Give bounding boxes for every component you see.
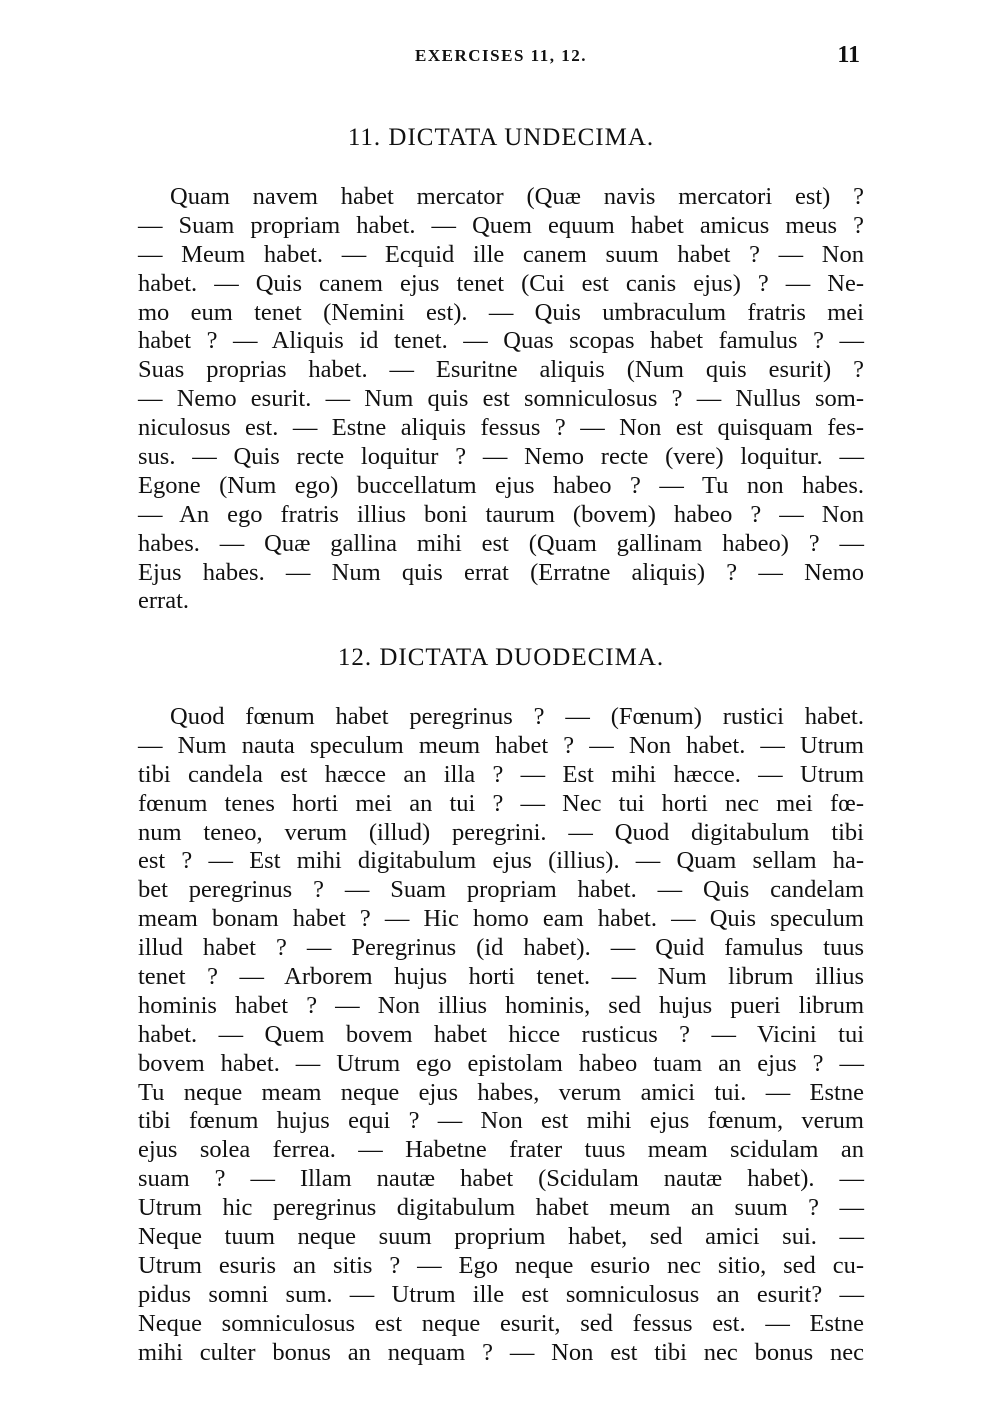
text-line: — Num nauta speculum meum habet ? — Non habet. — Utrum — [138, 731, 864, 759]
text-line: tenet ? — Arborem hujus horti tenet. — Num librum illius — [138, 963, 864, 991]
text-line: habet ? — Aliquis id tenet. — Quas scopas habet famulus ? — — [138, 327, 864, 355]
text-line: tibi candela est hæcce an illa ? — Est mihi hæcce. — Utrum — [138, 760, 864, 788]
text-line: tibi fœnum hujus equi ? — Non est mihi ejus fœnum, verum — [138, 1107, 864, 1135]
text-line: — Suam propriam habet. — Quem equum habet amicus meus ? — [138, 211, 864, 239]
text-line: Suas proprias habet. — Esuritne aliquis (Num quis esurit) ? — [138, 356, 864, 384]
text-line: pidus somni sum. — Utrum ille est somniculosus an esurit? — — [138, 1280, 864, 1308]
exercise-12-text — [138, 703, 864, 1367]
section-heading-11: 11. DICTATA UNDECIMA. — [347, 124, 655, 151]
text-line: num teneo, verum (illud) peregrini. — Quod digitabulum tibi — [138, 818, 864, 846]
text-line: mihi culter bonus an nequam ? — Non est tibi nec bonus nec — [138, 1338, 864, 1366]
text-line: suam ? — Illam nautæ habet (Scidulam nautæ habet). — — [138, 1165, 864, 1193]
text-line: illud habet ? — Peregrinus (id habet). — Quid famulus tuus — [138, 934, 864, 962]
page-number: 11 — [837, 42, 860, 68]
text-line: Quod fœnum habet peregrinus ? — (Fœnum) rustici habet. — [170, 703, 864, 730]
text-line: fœnum tenes horti mei an tui ? — Nec tui horti nec mei fœ- — [138, 789, 864, 817]
text-line: niculosus est. — Estne aliquis fessus ? — Non est quisquam fes- — [138, 414, 864, 442]
text-line: Ejus habes. — Num quis errat (Erratne aliquis) ? — Nemo — [138, 558, 864, 586]
section-heading-12: 12. DICTATA DUODECIMA. — [337, 644, 665, 671]
exercise-11-text — [138, 183, 864, 616]
text-line: hominis habet ? — Non illius hominis, sed hujus pueri librum — [138, 991, 864, 1019]
text-line: Egone (Num ego) buccellatum ejus habeo ? — Tu non habes. — [138, 471, 864, 499]
text-line: bet peregrinus ? — Suam propriam habet. — Quis candelam — [138, 876, 864, 904]
text-line: Neque somniculosus est neque esurit, sed fessus est. — Estne — [138, 1309, 864, 1337]
text-line: sus. — Quis recte loquitur ? — Nemo recte (vere) loquitur. — — [138, 443, 864, 471]
running-header — [138, 42, 864, 72]
text-line: Tu neque meam neque ejus habes, verum amici tui. — Estne — [138, 1078, 864, 1106]
text-line: mo eum tenet (Nemini est). — Quis umbraculum fratris mei — [138, 298, 864, 326]
text-line: Quam navem habet mercator (Quæ navis mercatori est) ? — [170, 183, 864, 210]
text-line: — Nemo esurit. — Num quis est somniculosus ? — Nullus som- — [138, 385, 864, 413]
text-line: habes. — Quæ gallina mihi est (Quam gallinam habeo) ? — — [138, 529, 864, 557]
text-line: bovem habet. — Utrum ego epistolam habeo tuam an ejus ? — — [138, 1049, 864, 1077]
running-title: EXERCISES 11, 12. — [415, 46, 587, 65]
text-line: Utrum esuris an sitis ? — Ego neque esurio nec sitio, sed cu- — [138, 1251, 864, 1279]
text-line: errat. — [138, 587, 189, 615]
text-line: ejus solea ferrea. — Habetne frater tuus meam scidulam an — [138, 1136, 864, 1164]
text-line: est ? — Est mihi digitabulum ejus (illius). — Quam sellam ha- — [138, 847, 864, 875]
text-line: meam bonam habet ? — Hic homo eam habet. — Quis speculum — [138, 905, 864, 933]
text-line: Utrum hic peregrinus digitabulum habet meum an suum ? — — [138, 1194, 864, 1222]
text-line: Neque tuum neque suum proprium habet, sed amici sui. — — [138, 1223, 864, 1251]
text-line: — An ego fratris illius boni taurum (bovem) habeo ? — Non — [138, 500, 864, 528]
text-line: — Meum habet. — Ecquid ille canem suum habet ? — Non — [138, 240, 864, 268]
text-line: habet. — Quem bovem habet hicce rusticus ? — Vicini tui — [138, 1020, 864, 1048]
text-line: habet. — Quis canem ejus tenet (Cui est canis ejus) ? — Ne- — [138, 269, 864, 297]
